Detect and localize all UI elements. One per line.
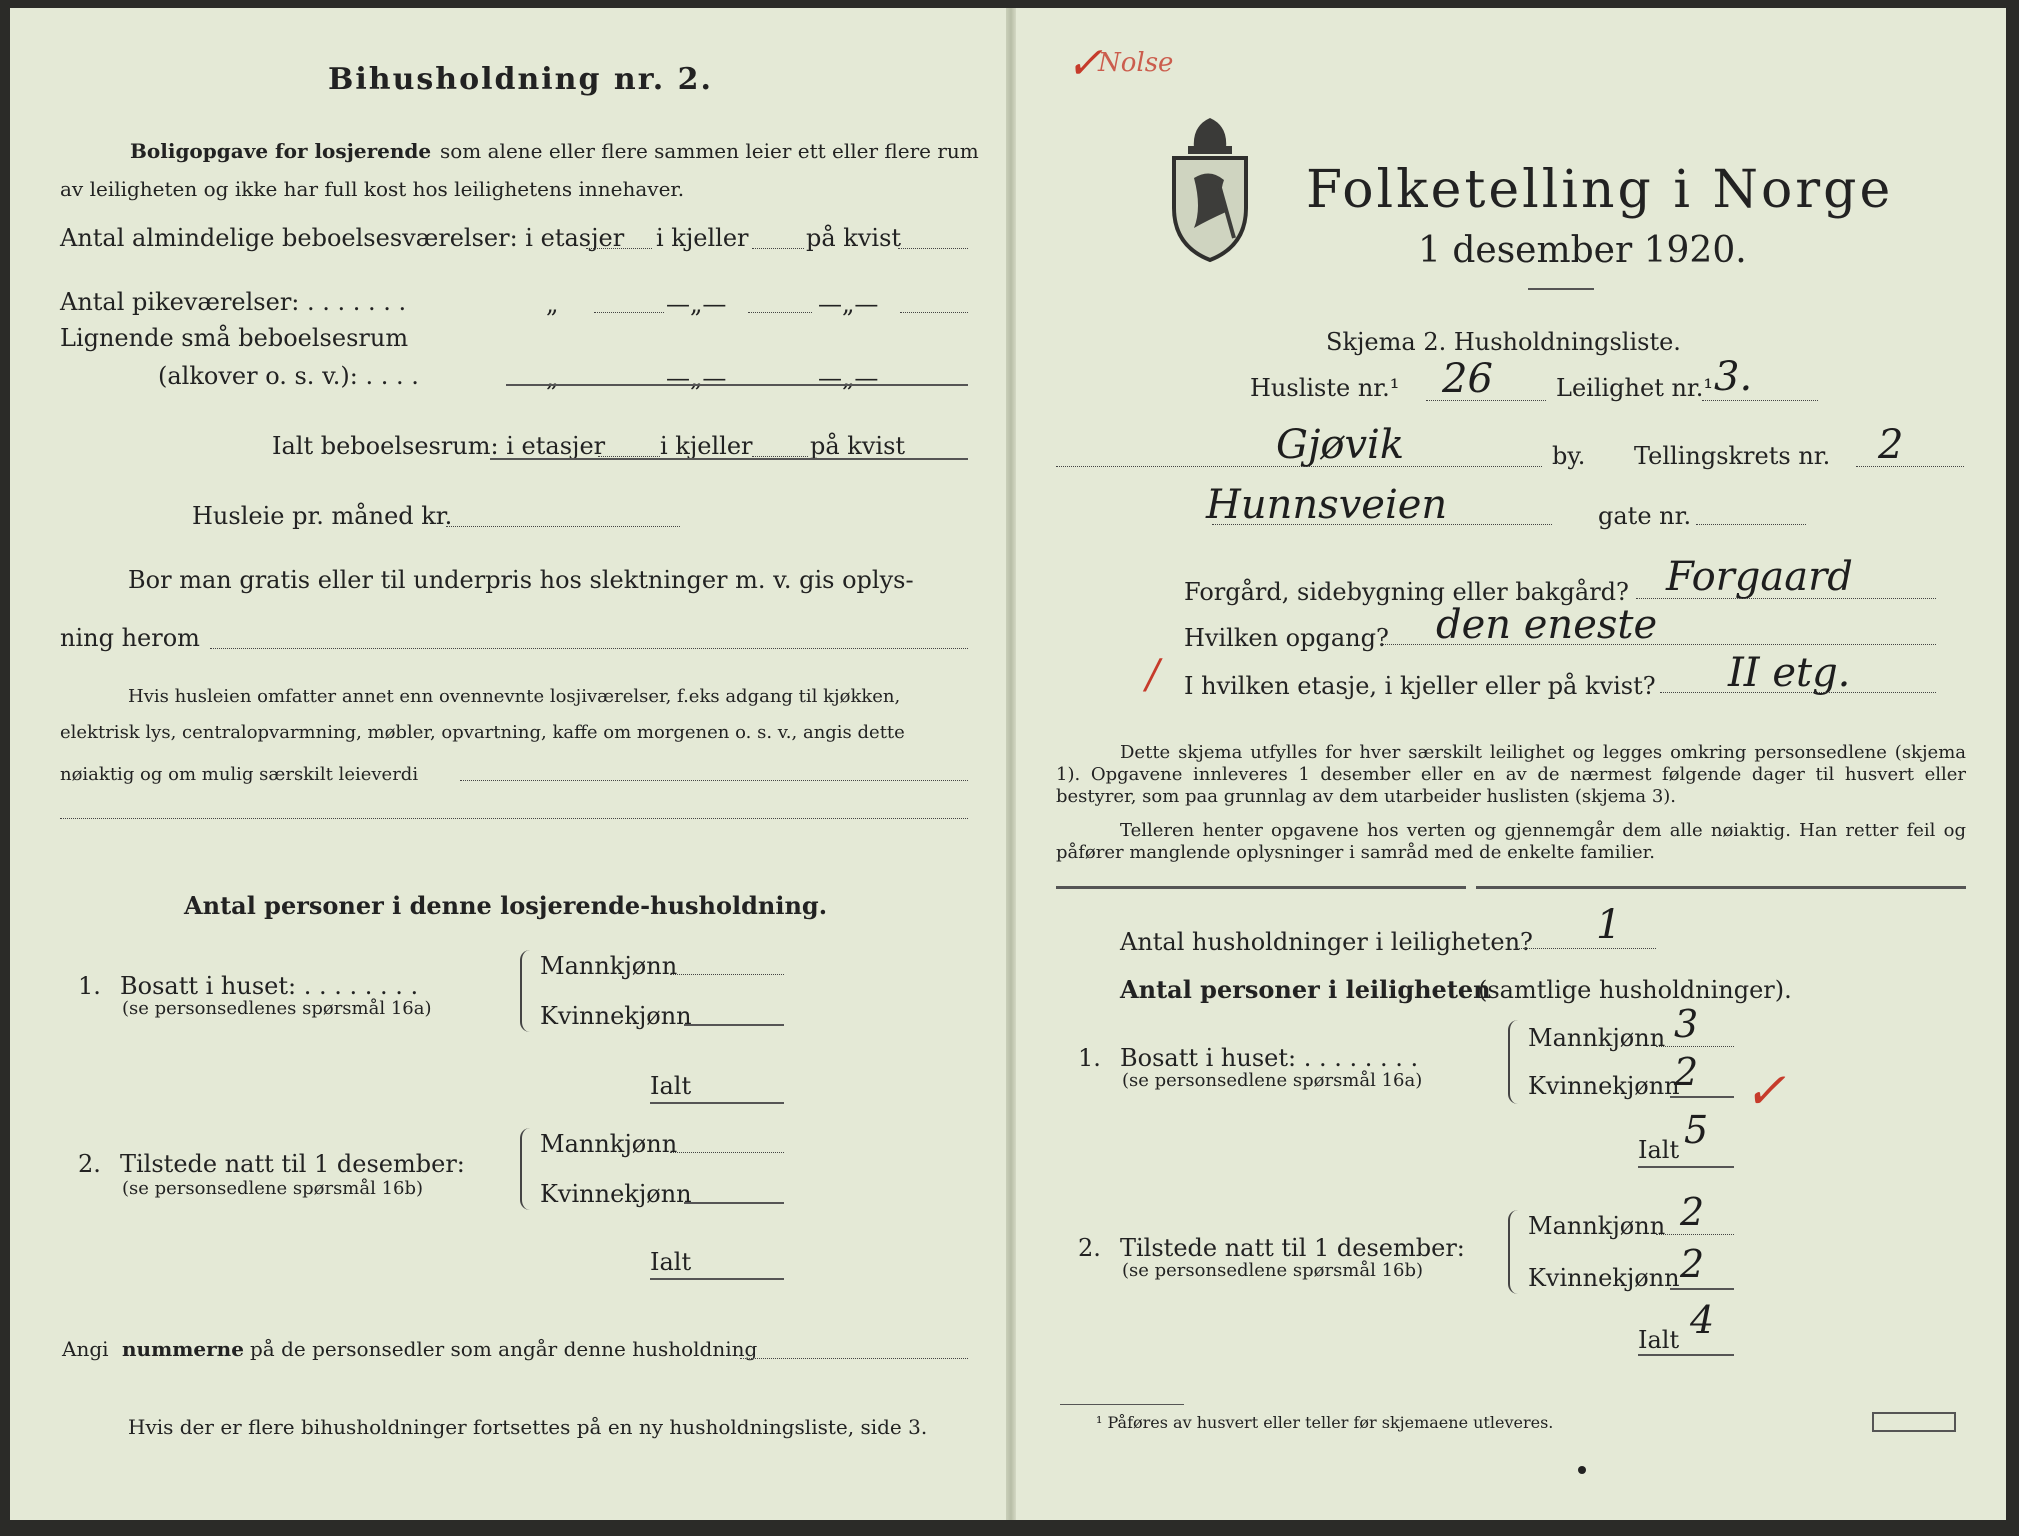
underline: [650, 1102, 784, 1104]
ditto-dash: —„—: [666, 364, 727, 392]
forgard-value: Forgaard: [1666, 554, 1853, 600]
field-line: [1656, 1234, 1734, 1235]
field-line: [1516, 948, 1656, 949]
field-line: [1702, 400, 1818, 401]
persons-heading: Antal personer i denne losjerende-husholdning.: [184, 891, 828, 920]
info-paragraph-2: Telleren henter opgavene hos verten og gjennemgår dem alle nøiaktig. Han retter feil og påfører manglende oplysninger i samråd med de enkelte familier.: [1056, 820, 1966, 863]
field-line: [670, 974, 784, 975]
form-date: 1 desember 1920.: [1418, 230, 1747, 271]
krets-value: 2: [1878, 422, 1904, 468]
ialt-label: Ialt: [1638, 1136, 1680, 1164]
underline: [1638, 1166, 1734, 1168]
q2-ialt-value: 4: [1690, 1298, 1715, 1342]
page-fold: [1006, 8, 1016, 1520]
brace: [520, 950, 534, 1032]
hvis-line2: elektrisk lys, centralopvarmning, møbler, opvartning, kaffe om morgenen o. s. v., angis dette: [60, 722, 905, 743]
q2-label: Tilstede natt til 1 desember:: [120, 1150, 465, 1178]
brace: [1508, 1020, 1522, 1104]
check-mark: ✓: [1744, 1062, 1786, 1120]
ialt-label: Ialt: [650, 1072, 692, 1100]
q2-number: 2.: [1078, 1234, 1101, 1262]
gate-label: gate nr.: [1598, 502, 1692, 530]
underline: [506, 384, 968, 386]
underline: [1670, 1288, 1734, 1290]
q2-sublabel: (se personsedlene spørsmål 16b): [1122, 1260, 1424, 1281]
field-line: [446, 526, 680, 527]
field-line: [1660, 692, 1936, 693]
q1-label: Bosatt i huset: . . . . . . . .: [120, 972, 419, 1000]
opgang-value: den eneste: [1436, 602, 1658, 648]
col-kvist: på kvist: [806, 224, 902, 252]
left-page: [10, 8, 1006, 1520]
field-line: [748, 312, 812, 313]
leilighet-label: Leilighet nr.¹: [1556, 374, 1714, 402]
hush-label: Antal husholdninger i leiligheten?: [1120, 928, 1533, 956]
husliste-label: Husliste nr.¹: [1250, 374, 1400, 402]
ialt-label: Ialt: [650, 1248, 692, 1276]
leilighet-value: 3.: [1714, 354, 1753, 400]
corner-note: Nolse: [1098, 48, 1174, 78]
kvinne-label: Kvinnekjønn: [540, 1180, 692, 1208]
q1-ialt-value: 5: [1684, 1108, 1709, 1152]
brace: [1508, 1210, 1522, 1294]
field-line: [900, 312, 968, 313]
etasje-value: II etg.: [1728, 650, 1851, 696]
q1-mann-value: 3: [1674, 1002, 1699, 1046]
field-line: [740, 1358, 968, 1359]
census-form-sheet: [10, 8, 2006, 1520]
gate-value: Hunnsveien: [1206, 482, 1448, 528]
tick-mark: /: [1146, 652, 1160, 698]
field-line: [1636, 598, 1936, 599]
underline: [490, 458, 968, 460]
footnote: ¹ Påføres av husvert eller teller før skjemaene utleveres.: [1096, 1413, 1554, 1432]
hvis-line3: nøiaktig og om mulig særskilt leieverdi: [60, 764, 419, 785]
by-value: Gjøvik: [1276, 422, 1405, 468]
ditto-dash: —„—: [818, 290, 879, 318]
field-line: [210, 648, 968, 649]
field-line: [586, 248, 652, 249]
intro-line2: av leiligheten og ikke har full kost hos leilighetens innehaver.: [60, 177, 685, 201]
forgard-label: Forgård, sidebygning eller bakgård?: [1184, 578, 1629, 606]
etasje-label: I hvilken etasje, i kjeller eller på kvist?: [1184, 672, 1656, 700]
krets-label: Tellingskrets nr.: [1634, 442, 1831, 470]
field-line: [1856, 466, 1964, 467]
right-page: [1016, 8, 2006, 1520]
field-line: [1426, 400, 1546, 401]
divider: [1528, 288, 1594, 290]
persons-heading-note: (samtlige husholdninger).: [1478, 976, 1792, 1004]
intro-line1: som alene eller flere sammen leier ett eller flere rum: [440, 139, 979, 163]
q2-mann-value: 2: [1680, 1190, 1705, 1234]
q1-label: Bosatt i huset: . . . . . . . .: [1120, 1044, 1419, 1072]
hush-value: 1: [1596, 902, 1622, 948]
husleie-label: Husleie pr. måned kr.: [192, 502, 453, 530]
field-line: [1056, 466, 1542, 467]
field-line: [1380, 644, 1936, 645]
row1-label: Antal almindelige beboelsesværelser: i etasjer: [60, 224, 625, 252]
angi-c: på de personsedler som angår denne husholdning: [250, 1337, 758, 1361]
field-line: [598, 456, 660, 457]
opgang-label: Hvilken opgang?: [1184, 624, 1389, 652]
mann-label: Mannkjønn: [1528, 1024, 1666, 1052]
col-kjeller: i kjeller: [656, 224, 749, 252]
q2-kvinne-value: 2: [1680, 1242, 1705, 1286]
left-footer: Hvis der er flere bihusholdninger fortsettes på en ny husholdningsliste, side 3.: [128, 1415, 928, 1439]
divider: [1056, 886, 1466, 889]
kvinne-label: Kvinnekjønn: [1528, 1264, 1680, 1292]
row3-label-a: Lignende små beboelsesrum: [60, 324, 409, 352]
ditto-mark: „: [546, 290, 559, 318]
intro-bold: Boligopgave for losjerende: [130, 139, 432, 163]
field-line: [460, 780, 968, 781]
ditto-mark: „: [546, 364, 559, 392]
field-line: [1696, 524, 1806, 525]
check-mark: ✓: [1066, 38, 1103, 89]
q2-sublabel: (se personsedlene spørsmål 16b): [122, 1178, 424, 1199]
ditto-dash: —„—: [666, 290, 727, 318]
husliste-value: 26: [1442, 356, 1493, 402]
mann-label: Mannkjønn: [540, 952, 678, 980]
q2-label: Tilstede natt til 1 desember:: [1120, 1234, 1465, 1262]
kvinne-label: Kvinnekjønn: [1528, 1072, 1680, 1100]
row3-label-b: (alkover o. s. v.): . . . .: [158, 362, 419, 390]
field-line: [1212, 524, 1552, 525]
form-title: Folketelling i Norge: [1306, 160, 1894, 220]
angi-a: Angi: [62, 1337, 109, 1361]
persons-heading: Antal personer i leiligheten: [1120, 975, 1491, 1004]
angi-b: nummerne: [122, 1337, 244, 1361]
field-line: [594, 312, 664, 313]
info-paragraph-1: Dette skjema utfylles for hver særskilt leilighet og legges omkring personsedlene (skjema 1). Opgavene innleveres 1 desember eller en av de nærmest følgende dager til husvert eller bestyrer, som paa grunnlag av dem utarbeider huslisten (skjema 3).: [1056, 742, 1966, 807]
q2-number: 2.: [78, 1150, 101, 1178]
hvis-line1: Hvis husleien omfatter annet enn ovennevnte losjiværelser, f.eks adgang til kjøkken,: [128, 686, 901, 707]
q1-number: 1.: [1078, 1044, 1101, 1072]
printer-stamp: [1872, 1412, 1956, 1432]
field-line: [752, 248, 804, 249]
by-label: by.: [1552, 442, 1586, 470]
brace: [520, 1128, 534, 1210]
mann-label: Mannkjønn: [540, 1130, 678, 1158]
ditto-dash: —„—: [818, 364, 879, 392]
q1-sublabel: (se personsedlenes spørsmål 16a): [122, 998, 432, 1019]
q1-number: 1.: [78, 972, 101, 1000]
field-line: [898, 248, 968, 249]
ialt-label: Ialt beboelsesrum: i etasjer: [272, 432, 606, 460]
left-title: Bihusholdning nr. 2.: [328, 62, 713, 97]
gratis-line1: Bor man gratis eller til underpris hos slektninger m. v. gis oplys-: [128, 566, 914, 594]
kvinne-label: Kvinnekjønn: [540, 1002, 692, 1030]
underline: [650, 1278, 784, 1280]
col-kjeller: i kjeller: [660, 432, 753, 460]
underline: [1638, 1354, 1734, 1356]
q1-sublabel: (se personsedlene spørsmål 16a): [1122, 1070, 1423, 1091]
gratis-line2: ning herom: [60, 624, 200, 652]
ialt-label: Ialt: [1638, 1326, 1680, 1354]
footnote-rule: [1060, 1404, 1184, 1405]
q1-kvinne-value: 2: [1674, 1050, 1699, 1094]
field-line: [670, 1152, 784, 1153]
row2-label: Antal pikeværelser: . . . . . . .: [60, 288, 407, 316]
underline: [684, 1024, 784, 1026]
field-line: [752, 456, 808, 457]
coat-of-arms-icon: [1164, 108, 1256, 266]
skjema-label: Skjema 2. Husholdningsliste.: [1326, 328, 1681, 356]
mann-label: Mannkjønn: [1528, 1212, 1666, 1240]
ink-dot: [1578, 1466, 1586, 1474]
underline: [684, 1202, 784, 1204]
field-line: [1656, 1046, 1734, 1047]
underline: [1670, 1096, 1734, 1098]
col-kvist: på kvist: [810, 432, 906, 460]
divider: [1476, 886, 1966, 889]
field-line: [60, 818, 968, 819]
